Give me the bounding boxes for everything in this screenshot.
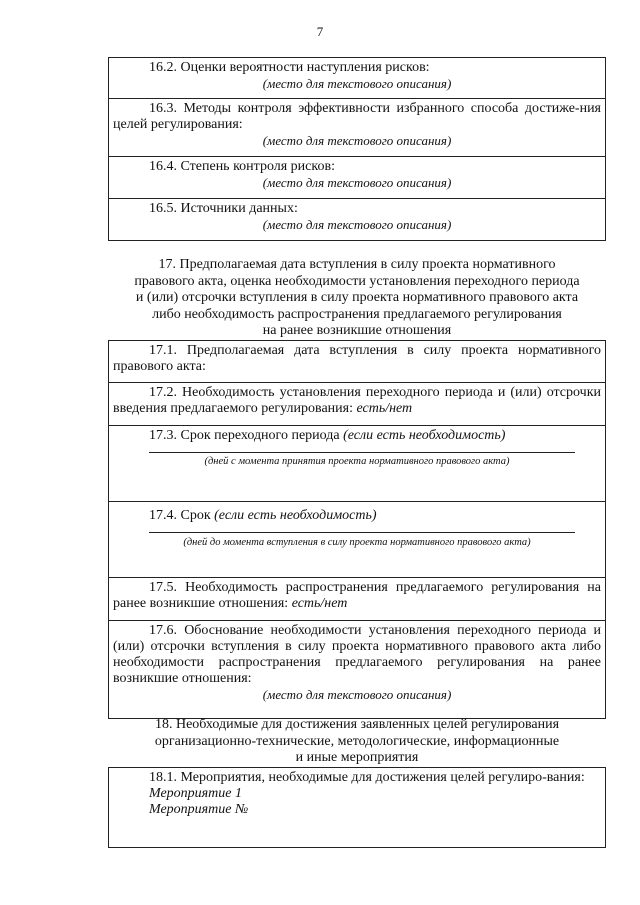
section18-heading	[108, 717, 606, 767]
text-placeholder: (место для текстового описания)	[262, 217, 452, 232]
list-item: Мероприятие 1	[149, 786, 243, 801]
row-17-2	[109, 382, 605, 425]
row-note: (дней до момента вступления в силу проекта нормативного правового акта)	[183, 537, 531, 548]
section16-table	[108, 57, 606, 241]
row-value: есть/нет	[356, 401, 413, 416]
row-text: 17.6. Обоснование необходимости установления переходного периода и (или) отсрочки вступления в силу проекта нормативного правового акта либо необходимости распространения предлагаемого регулирования на ранее возникшие отношения:	[113, 623, 601, 686]
heading-line: и (или) отсрочки вступления в силу проекта нормативного правового акта	[135, 290, 579, 305]
row-title	[113, 428, 601, 444]
heading-line: правового акта, оценка необходимости установления переходного периода	[134, 273, 580, 289]
row-text: 17.3. Срок переходного периода	[149, 428, 344, 443]
list-item: Мероприятие №	[149, 802, 249, 817]
heading-line: 18. Необходимые для достижения заявленных целей регулирования	[154, 717, 560, 732]
section17-table	[108, 340, 606, 719]
row-text: 17.5. Необходимость распространения предлагаемого регулирования на ранее возникшие отношения:	[113, 580, 601, 611]
fill-line	[149, 444, 575, 453]
row-hint: (если есть необходимость)	[214, 508, 377, 523]
row-title: 16.2. Оценки вероятности наступления рисков:	[149, 60, 430, 75]
row-text: 17.4. Срок	[149, 508, 215, 523]
heading-line: 17. Предполагаемая дата вступления в силу проекта нормативного	[158, 257, 556, 272]
row-text: 17.2. Необходимость установления переходного периода и (или) отсрочки введения предлагаемого регулирования:	[113, 385, 601, 416]
row-value: есть/нет	[291, 596, 348, 611]
fill-line	[149, 524, 575, 533]
heading-line: организационно-технические, методологические, информационные	[154, 733, 560, 749]
row-title: 16.4. Степень контроля рисков:	[149, 159, 335, 174]
row-17-1: 17.1. Предполагаемая дата вступления в силу проекта нормативного правового акта:	[113, 343, 601, 374]
row-16-2	[109, 58, 605, 98]
row-16-4	[109, 156, 605, 198]
row-title: 16.3. Методы контроля эффективности избранного способа достиже-ния целей регулирования:	[113, 101, 601, 132]
text-placeholder: (место для текстового описания)	[262, 76, 452, 91]
row-hint: (если есть необходимость)	[343, 428, 506, 443]
row-16-5	[109, 198, 605, 240]
row-text: 18.1. Мероприятия, необходимые для достижения целей регулиро-вания:	[149, 770, 585, 785]
row-17-3	[109, 425, 605, 501]
text-placeholder: (место для текстового описания)	[262, 133, 452, 148]
text-placeholder: (место для текстового описания)	[262, 175, 452, 190]
row-17-5	[109, 577, 605, 620]
section18-table	[108, 767, 606, 848]
heading-line: на ранее возникшие отношения	[262, 323, 452, 338]
row-title	[113, 508, 601, 524]
section17-heading	[108, 257, 606, 340]
heading-line: и иные мероприятия	[295, 750, 419, 765]
row-17-6	[109, 620, 605, 718]
text-placeholder: (место для текстового описания)	[262, 687, 452, 702]
row-16-3	[109, 98, 605, 156]
row-17-4	[109, 501, 605, 577]
row-title: 16.5. Источники данных:	[149, 201, 298, 216]
page-number: 7	[316, 24, 324, 39]
row-note: (дней с момента принятия проекта нормативного правового акта)	[204, 456, 510, 467]
heading-line: либо необходимость распространения предлагаемого регулирования	[152, 306, 562, 322]
row-18-1	[109, 768, 605, 847]
